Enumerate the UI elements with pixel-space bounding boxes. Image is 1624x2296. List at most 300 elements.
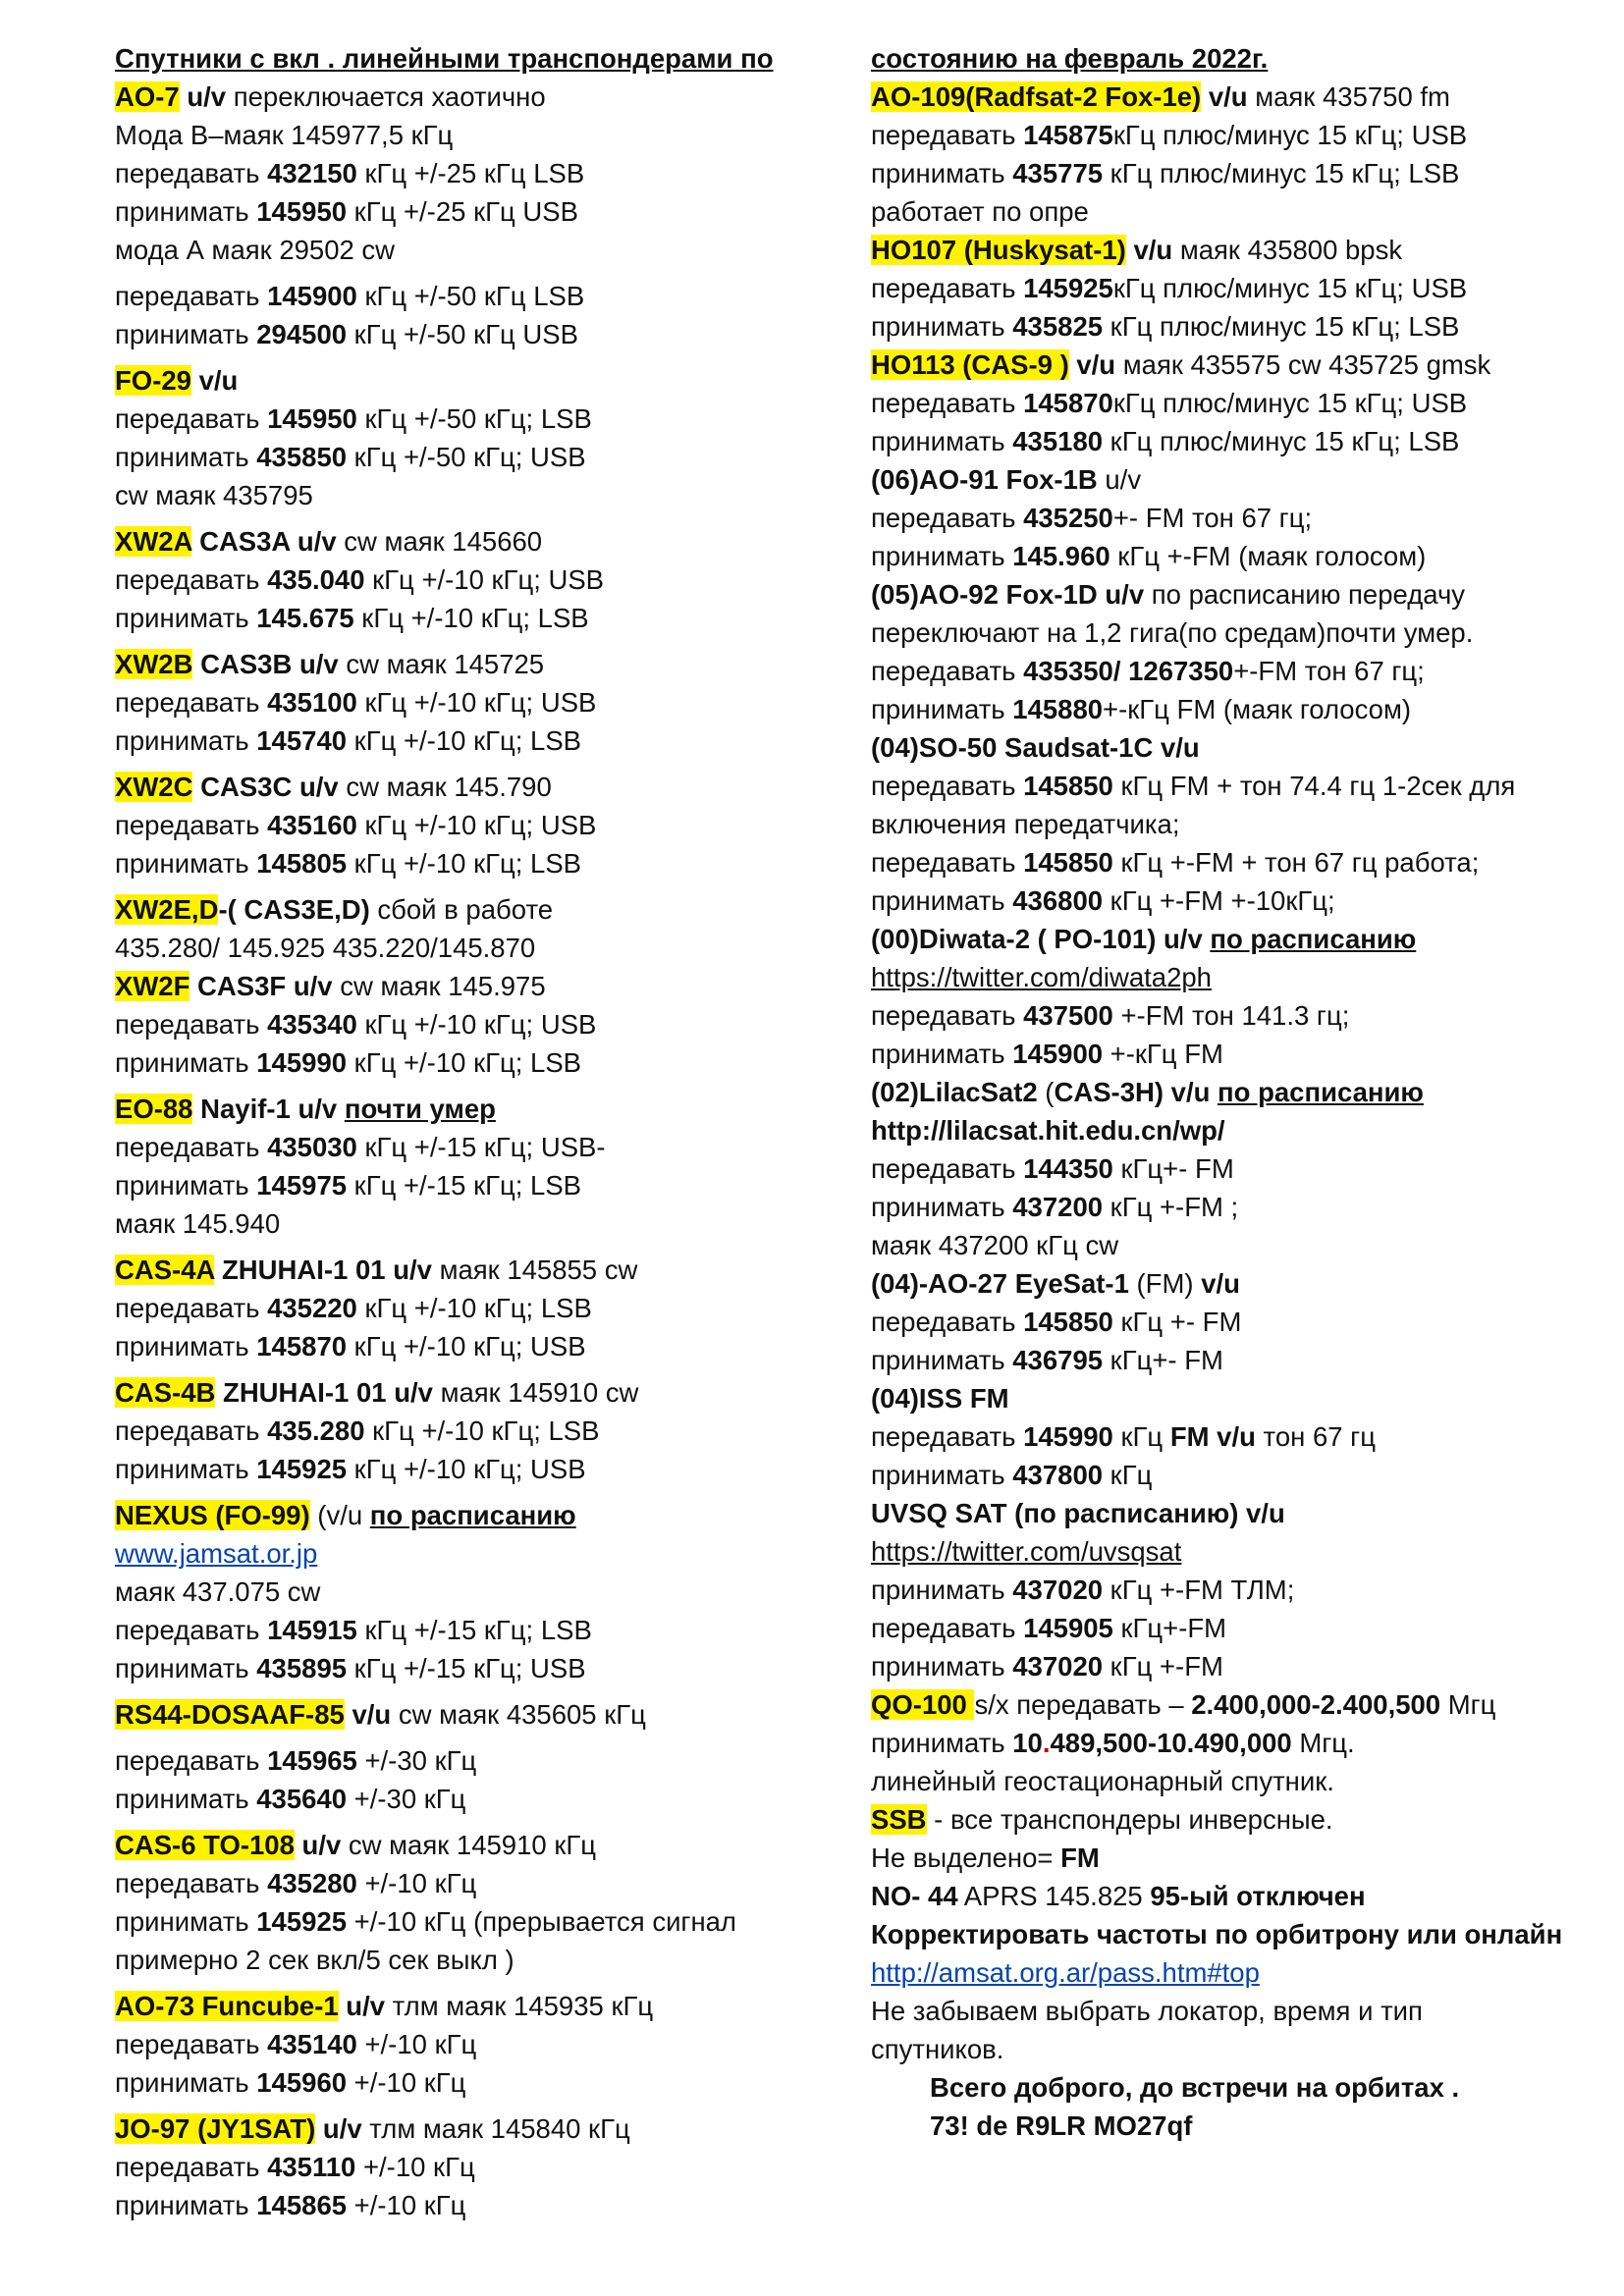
text-run: 435340	[267, 1009, 357, 1040]
text-run: 437020	[1012, 1651, 1104, 1682]
text-run: 95-ый отключен	[1150, 1881, 1366, 1911]
text-run: 145805	[256, 848, 348, 879]
text-run: +/-10 кГц	[355, 2152, 475, 2182]
right-line	[871, 805, 1597, 843]
text-run: Мода В–маяк 145977,5 кГц	[115, 120, 454, 150]
satellite-name-highlight: XW2A	[115, 526, 192, 557]
left-line	[115, 476, 822, 514]
text-run: передавать	[871, 1613, 1024, 1643]
text-run: 294500	[256, 319, 348, 349]
text-run: кГц +/-10 кГц; USB	[356, 1009, 597, 1040]
text-run: кГц плюс/минус 15 кГц; LSB	[1103, 311, 1460, 342]
left-line	[115, 1780, 822, 1818]
text-run: кГц +/-50 кГц; LSB	[356, 403, 592, 434]
text-run: кГц +/-15 кГц; USB	[347, 1653, 586, 1683]
right-line	[871, 1839, 1597, 1877]
text-run: +/-30 кГц	[356, 1745, 477, 1776]
text-run: .	[1042, 1728, 1051, 1758]
text-run: Не выделено=	[871, 1842, 1061, 1873]
left-line	[115, 277, 822, 315]
text-run: (02)LilacSat2	[871, 1077, 1038, 1107]
right-line	[871, 881, 1597, 920]
left-line	[115, 1128, 822, 1166]
text-run: спутников.	[871, 2034, 1004, 2064]
text-run: (04)SO-50 Saudsat-1C v/u	[871, 732, 1200, 763]
text-run: передавать	[871, 388, 1024, 418]
text-run: CAS-3H) v/u	[1054, 1077, 1218, 1107]
text-run: принимать	[871, 426, 1013, 456]
text-run: передавать	[871, 503, 1024, 533]
text-run: по расписанию	[1218, 1077, 1424, 1107]
text-run: 437500	[1023, 1000, 1113, 1031]
text-run: кГц +-FM + тон 67 гц работа;	[1112, 847, 1480, 878]
text-run: кГц +-FM (маяк голосом)	[1110, 541, 1427, 571]
text-run: UVSQ SAT (по расписанию) v/u	[871, 1498, 1285, 1528]
text-run: (04)-AO-27 EyeSat-1	[871, 1268, 1129, 1299]
text-run: (06)AO-91 Fox-1B	[871, 464, 1098, 495]
hyperlink[interactable]: www.jamsat.or.jp	[115, 1538, 318, 1569]
text-run: принимать	[871, 1039, 1013, 1069]
text-run: маяк 145855 cw	[431, 1255, 638, 1285]
satellite-name-highlight: CAS-6 TO-108	[115, 1830, 295, 1860]
hyperlink[interactable]: http://amsat.org.ar/pass.htm#top	[871, 1957, 1260, 1988]
text-run: http://lilacsat.hit.edu.cn/wp/	[871, 1115, 1225, 1146]
text-run: кГц +-FM	[1103, 1651, 1223, 1682]
right-line	[871, 384, 1597, 422]
right-line	[871, 460, 1597, 499]
text-run: мода А маяк 29502 cw	[115, 235, 396, 265]
text-run: v/u	[1125, 235, 1173, 265]
text-run: принимать	[115, 1784, 257, 1814]
text-run: кГц +/-10 кГц; LSB	[347, 848, 582, 879]
left-line	[115, 929, 822, 967]
text-run: CAS3A u/v	[191, 526, 337, 557]
text-run: Корректировать частоты по орбитрону или онлайн	[871, 1919, 1563, 1949]
text-run: 489,500-10.490,000	[1050, 1728, 1292, 1758]
text-run: 435895	[256, 1653, 348, 1683]
text-run: кГц +/-15 кГц; LSB	[347, 1170, 582, 1201]
text-run: принимать	[115, 442, 257, 472]
text-run: +- FM тон 67 гц;	[1112, 503, 1313, 533]
text-run: работает по опре	[871, 196, 1089, 227]
text-run: FM v/u	[1169, 1421, 1256, 1452]
text-run: (	[1037, 1077, 1055, 1107]
text-run: принимать	[871, 311, 1013, 342]
left-line	[115, 1741, 822, 1780]
text-run: 10	[1012, 1728, 1043, 1758]
left-line	[115, 561, 822, 599]
text-run: кГц +/-25 кГц LSB	[356, 158, 585, 188]
right-line	[871, 1685, 1597, 1724]
right-line	[871, 1303, 1597, 1341]
text-run: Всего доброго, до встречи на орбитах .	[930, 2072, 1460, 2103]
right-line	[871, 499, 1597, 537]
text-run: v/u	[1068, 349, 1116, 380]
text-run: кГц	[1112, 1421, 1170, 1452]
text-run: Nayif-1 u/v	[192, 1094, 345, 1124]
text-run: NO- 44	[871, 1881, 958, 1911]
text-run: cw маяк 435605 кГц	[391, 1699, 646, 1730]
text-run: 145925	[256, 1906, 348, 1937]
text-run: 437200	[1012, 1192, 1104, 1222]
text-run: u/v	[294, 1830, 342, 1860]
right-line	[871, 767, 1597, 805]
satellite-name-highlight: XW2E,D	[115, 894, 219, 925]
right-line	[871, 1724, 1597, 1762]
right-column	[871, 39, 1597, 2145]
text-run: принимать	[871, 1345, 1013, 1375]
text-run: кГц +/-50 кГц USB	[347, 319, 578, 349]
text-run: 145900	[267, 281, 357, 311]
text-run: 145950	[267, 403, 357, 434]
left-line	[115, 1573, 822, 1611]
left-line	[115, 1166, 822, 1204]
left-line	[115, 1204, 822, 1243]
left-line	[115, 1043, 822, 1082]
text-run: 437800	[1012, 1460, 1104, 1490]
right-line	[871, 307, 1597, 346]
text-run: принимать	[115, 1331, 257, 1362]
text-run: ZHUHAI-1 01 u/v	[214, 1255, 432, 1285]
text-run: кГц +/-25 кГц USB	[347, 196, 578, 227]
text-run: +-кГц FM	[1103, 1039, 1223, 1069]
satellite-name-highlight: SSB	[871, 1804, 927, 1835]
left-line	[115, 2025, 822, 2063]
text-run: кГц +-FM ТЛМ;	[1103, 1575, 1295, 1605]
text-run: 145850	[1023, 1307, 1113, 1337]
satellite-name-highlight: HO107 (Huskysat-1)	[871, 235, 1126, 265]
text-run: 435030	[267, 1132, 357, 1162]
text-run: 435140	[267, 2029, 357, 2059]
left-line	[115, 2109, 822, 2148]
text-run: передавать	[115, 1868, 268, 1898]
text-run: 145950	[256, 196, 348, 227]
right-line	[871, 1647, 1597, 1685]
text-run: передавать	[115, 564, 268, 595]
text-run: 145.675	[256, 603, 354, 633]
right-line	[871, 192, 1597, 231]
text-run: передавать	[115, 1009, 268, 1040]
text-run: передавать	[115, 2029, 268, 2059]
text-run: переключается хаотично	[226, 81, 546, 112]
text-run: 145960	[256, 2067, 348, 2098]
text-run: передавать	[115, 1293, 268, 1323]
right-line	[871, 1609, 1597, 1647]
text-run: +/-10 кГц	[356, 2029, 477, 2059]
left-line	[115, 1090, 822, 1128]
text-run: передавать	[871, 120, 1024, 150]
text-run: u/v	[315, 2113, 362, 2144]
right-line	[871, 1111, 1597, 1149]
text-run: 435.040	[267, 564, 365, 595]
left-line	[115, 231, 822, 269]
text-run: маяк 437.075 cw	[115, 1576, 321, 1607]
satellite-name-highlight: XW2B	[115, 649, 193, 679]
text-run: 145850	[1023, 771, 1113, 801]
text-run: +/-10 кГц	[347, 2190, 466, 2220]
right-line	[871, 690, 1597, 728]
satellite-name-highlight: XW2F	[115, 971, 190, 1001]
text-run: передавать	[871, 1000, 1024, 1031]
text-run: v/u	[1201, 81, 1248, 112]
left-line	[115, 967, 822, 1005]
satellite-name-highlight: RS44-DOSAAF-85	[115, 1699, 345, 1730]
text-run: кГц +/-50 кГц LSB	[356, 281, 585, 311]
text-run: 435.280	[267, 1415, 365, 1446]
right-line	[871, 2068, 1597, 2107]
text-run: +-кГц FM (маяк голосом)	[1103, 694, 1412, 724]
text-run: кГц плюс/минус 15 кГц; USB	[1112, 388, 1468, 418]
right-line	[871, 1035, 1597, 1073]
right-line	[871, 422, 1597, 460]
text-run: 435110	[267, 2152, 356, 2182]
right-line	[871, 1188, 1597, 1226]
text-run: тон 67 гц	[1255, 1421, 1376, 1452]
text-run: передавать	[871, 273, 1024, 303]
text-run: 145975	[256, 1170, 348, 1201]
text-run: 435350/ 1267350	[1023, 656, 1234, 686]
text-run: 435280	[267, 1868, 357, 1898]
text-run: кГц+- FM	[1103, 1345, 1223, 1375]
left-line	[115, 315, 822, 353]
left-line	[115, 1373, 822, 1412]
text-run: почти умер	[344, 1094, 496, 1124]
text-run: ZHUHAI-1 01 u/v	[215, 1377, 433, 1408]
text-run: 145915	[267, 1615, 357, 1645]
text-run: кГц +/-10 кГц; USB	[356, 810, 597, 840]
text-run: 435160	[267, 810, 357, 840]
text-run: 73! de R9LR MO27qf	[930, 2110, 1193, 2141]
right-line	[871, 958, 1597, 996]
satellite-name-highlight: CAS-4B	[115, 1377, 216, 1408]
text-run: 436795	[1012, 1345, 1104, 1375]
text-run: cw маяк 145910 кГц	[341, 1830, 596, 1860]
text-run: маяк 435750 fm	[1247, 81, 1450, 112]
text-run: 145850	[1023, 847, 1113, 878]
right-line	[871, 231, 1597, 269]
text-run: передавать	[871, 847, 1024, 878]
left-line	[115, 154, 822, 192]
left-line	[115, 1412, 822, 1450]
text-run: маяк 437200 кГц cw	[871, 1230, 1119, 1260]
satellite-name-highlight: CAS-4A	[115, 1255, 215, 1285]
text-run: u/v	[338, 1991, 386, 2021]
text-run: линейный геостационарный спутник.	[871, 1766, 1334, 1796]
text-run: s/x передавать –	[974, 1689, 1192, 1720]
left-line	[115, 1902, 822, 1941]
text-run: передавать	[871, 1307, 1024, 1337]
text-run: кГц+-FM	[1112, 1613, 1227, 1643]
satellite-name-highlight: AO-109(Radfsat-2 Fox-1e)	[871, 81, 1202, 112]
text-run: +-FM тон 67 гц;	[1233, 656, 1425, 686]
left-line	[115, 1987, 822, 2025]
satellite-name-highlight: JO-97 (JY1SAT)	[115, 2113, 316, 2144]
right-line	[871, 1915, 1597, 1953]
text-run: 145900	[1012, 1039, 1104, 1069]
left-line	[115, 1327, 822, 1365]
left-line	[115, 192, 822, 231]
right-line	[871, 728, 1597, 767]
text-run: cw маяк 145660	[336, 526, 543, 557]
text-run: передавать	[115, 2152, 268, 2182]
left-line	[115, 599, 822, 637]
text-run: cw маяк 145.790	[338, 772, 552, 802]
text-run: принимать	[871, 541, 1013, 571]
right-line	[871, 1532, 1597, 1571]
text-run: передавать	[115, 1615, 268, 1645]
left-line	[115, 78, 822, 116]
text-run: передавать	[115, 158, 268, 188]
text-run: 145965	[267, 1745, 357, 1776]
left-line	[115, 1611, 822, 1649]
text-run: принимать	[115, 1906, 257, 1937]
text-run: 145870	[1023, 388, 1113, 418]
text-run: тлм маяк 145935 кГц	[385, 1991, 654, 2021]
left-line	[115, 522, 822, 561]
text-run: передавать	[115, 810, 268, 840]
text-run: кГц +/-10 кГц; LSB	[364, 1415, 600, 1446]
right-line	[871, 78, 1597, 116]
left-line	[115, 1941, 822, 1979]
left-line	[115, 361, 822, 400]
right-line	[871, 269, 1597, 307]
text-run: кГц +/-10 кГц; USB	[364, 564, 605, 595]
satellite-name-highlight: AO-73 Funcube-1	[115, 1991, 339, 2021]
text-run: передавать	[115, 1745, 268, 1776]
text-run: 144350	[1023, 1153, 1113, 1184]
left-line	[115, 39, 822, 78]
right-line	[871, 1494, 1597, 1532]
text-run: +/-10 кГц	[347, 2067, 466, 2098]
text-run: Спутники с вкл . линейными транспондерами по	[115, 43, 774, 74]
text-run: 145880	[1012, 694, 1104, 724]
text-run: принимать	[871, 1651, 1013, 1682]
text-run: кГц плюс/минус 15 кГц; USB	[1112, 120, 1468, 150]
text-run: кГц +/-10 кГц; LSB	[347, 1047, 582, 1078]
text-run: +-FM тон 141.3 гц;	[1112, 1000, 1350, 1031]
text-run: v/u	[344, 1699, 392, 1730]
text-run: 145865	[256, 2190, 348, 2220]
text-run: передавать	[871, 771, 1024, 801]
left-line	[115, 890, 822, 929]
left-line	[115, 721, 822, 760]
text-run: принимать	[115, 2067, 257, 2098]
right-line	[871, 575, 1597, 614]
text-run: +/-30 кГц	[347, 1784, 466, 1814]
text-run: кГц +-FM +-10кГц;	[1103, 885, 1335, 916]
text-run: 145905	[1023, 1613, 1113, 1643]
text-run: 435850	[256, 442, 348, 472]
text-run: cw маяк 145.975	[332, 971, 546, 1001]
left-line	[115, 400, 822, 438]
right-line	[871, 116, 1597, 154]
text-run: принимать	[115, 848, 257, 879]
left-line	[115, 116, 822, 154]
left-line	[115, 1695, 822, 1734]
satellite-name-highlight: EO-88	[115, 1094, 193, 1124]
text-run: Мгц	[1440, 1689, 1496, 1720]
text-run: (04)ISS FM	[871, 1383, 1009, 1414]
text-run: +/-10 кГц	[356, 1868, 477, 1898]
left-line	[115, 1826, 822, 1864]
text-run: включения передатчика;	[871, 809, 1180, 839]
text-run: сбой в работе	[369, 894, 554, 925]
text-run: маяк 145.940	[115, 1208, 281, 1239]
text-run: кГц +-FM ;	[1103, 1192, 1239, 1222]
text-run: кГц +/-10 кГц; USB	[347, 1454, 586, 1484]
left-line	[115, 1251, 822, 1289]
text-run: принимать	[115, 1047, 257, 1078]
text-run: 145740	[256, 725, 348, 756]
text-run: передавать	[871, 1421, 1024, 1452]
satellite-name-highlight: XW2C	[115, 772, 193, 802]
right-line	[871, 1800, 1597, 1839]
text-run: https://twitter.com/diwata2ph	[871, 962, 1212, 992]
text-run: cw маяк 435795	[115, 480, 313, 510]
left-line	[115, 1496, 822, 1534]
text-run: принимать	[871, 1192, 1013, 1222]
right-line	[871, 39, 1597, 78]
text-run: кГц плюс/минус 15 кГц; LSB	[1103, 426, 1460, 456]
text-run: APRS 145.825	[957, 1881, 1151, 1911]
text-run: 145990	[1023, 1421, 1113, 1452]
text-run: принимать	[115, 196, 257, 227]
text-run: (FM)	[1128, 1268, 1202, 1299]
right-line	[871, 1877, 1597, 1915]
text-run: 435250	[1023, 503, 1113, 533]
text-run: принимать	[115, 1653, 257, 1683]
right-line	[871, 1264, 1597, 1303]
right-line	[871, 2107, 1597, 2145]
text-run: примерно 2 сек вкл/5 сек выкл )	[115, 1945, 514, 1975]
text-run: переключают на 1,2 гига(по средам)почти умер.	[871, 617, 1474, 648]
text-run: по расписанию	[1210, 924, 1417, 954]
left-column	[115, 39, 822, 2224]
right-line	[871, 1226, 1597, 1264]
right-line	[871, 1341, 1597, 1379]
text-run: CAS3B u/v	[192, 649, 339, 679]
text-run: передавать	[115, 281, 268, 311]
right-line	[871, 1456, 1597, 1494]
text-run: кГц FM + тон 74.4 гц 1-2сек для	[1112, 771, 1516, 801]
text-run: принимать	[115, 725, 257, 756]
left-line	[115, 2186, 822, 2224]
left-line	[115, 806, 822, 844]
text-run: -( CAS3E,D)	[218, 894, 370, 925]
left-line	[115, 645, 822, 683]
text-run: принимать	[871, 694, 1013, 724]
left-line	[115, 1649, 822, 1687]
text-run: 435220	[267, 1293, 357, 1323]
text-run: принимать	[871, 1728, 1013, 1758]
left-line	[115, 1450, 822, 1488]
left-line	[115, 2148, 822, 2186]
text-run: маяк 435800 bpsk	[1172, 235, 1403, 265]
left-line	[115, 1289, 822, 1327]
text-run: 435825	[1012, 311, 1104, 342]
text-run: 435640	[256, 1784, 348, 1814]
text-run: по расписанию передачу	[1144, 579, 1466, 610]
text-run: маяк 145910 cw	[432, 1377, 639, 1408]
text-run: CAS3F u/v	[189, 971, 333, 1001]
right-line	[871, 920, 1597, 958]
text-run: кГц +/-10 кГц; USB	[347, 1331, 586, 1362]
text-run: кГц	[1103, 1460, 1153, 1490]
text-run: принимать	[115, 319, 257, 349]
text-run: 145.960	[1012, 541, 1110, 571]
right-line	[871, 843, 1597, 881]
text-run: кГц +/-10 кГц; USB	[356, 687, 597, 718]
